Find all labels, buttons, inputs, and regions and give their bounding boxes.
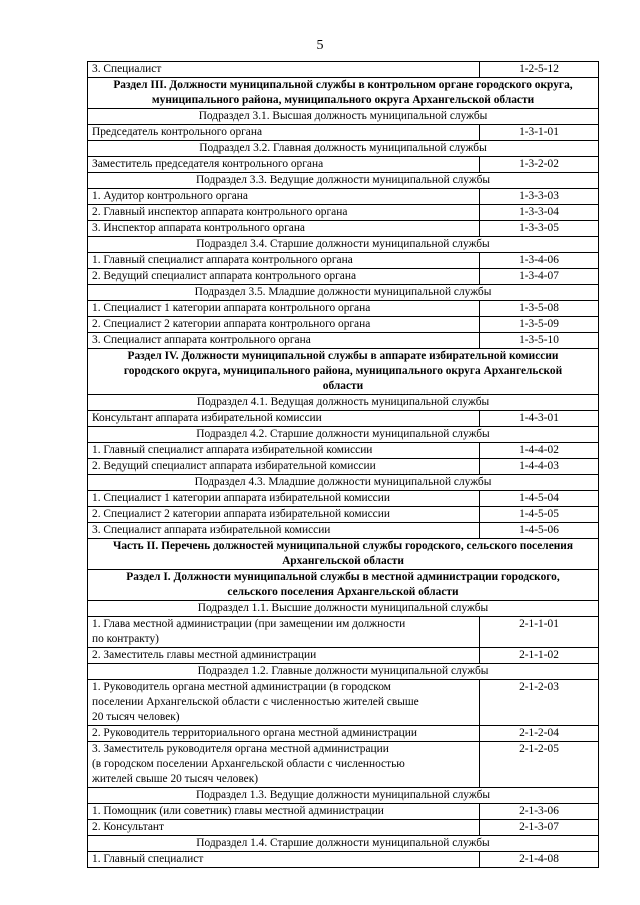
position-row [88,742,599,788]
section-row [88,349,599,395]
position-code: 1-4-5-04 [480,491,599,507]
position-row [88,680,599,726]
subsection-row [88,601,599,617]
subsection-heading: Подраздел 3.3. Ведущие должности муниципальной службы [88,173,599,189]
section-heading: Часть II. Перечень должностей муниципальной службы городского, сельского поселения Архангельской области [88,539,599,570]
position-row [88,852,599,868]
subsection-row [88,788,599,804]
position-row [88,125,599,141]
section-heading: Раздел I. Должности муниципальной службы в местной администрации городского, сельского поселения Архангельской области [88,570,599,601]
subsection-row [88,237,599,253]
position-code: 1-3-2-02 [480,157,599,173]
position-row [88,253,599,269]
subsection-heading: Подраздел 1.1. Высшие должности муниципальной службы [88,601,599,617]
position-row [88,317,599,333]
subsection-heading: Подраздел 4.1. Ведущая должность муниципальной службы [88,395,599,411]
position-row [88,221,599,237]
subsection-heading: Подраздел 3.2. Главная должность муниципальной службы [88,141,599,157]
position-title: 3. Специалист аппарата избирательной комиссии [88,523,480,539]
position-code: 2-1-3-07 [480,820,599,836]
subsection-heading: Подраздел 4.2. Старшие должности муниципальной службы [88,427,599,443]
position-code: 2-1-4-08 [480,852,599,868]
position-title: 2. Консультант [88,820,480,836]
position-title: 2. Ведущий специалист аппарата избирательной комиссии [88,459,480,475]
position-code: 1-4-5-05 [480,507,599,523]
subsection-heading: Подраздел 3.5. Младшие должности муниципальной службы [88,285,599,301]
position-code: 2-1-2-03 [480,680,599,726]
position-row [88,523,599,539]
position-code: 2-1-1-02 [480,648,599,664]
position-title: 3. Инспектор аппарата контрольного органа [88,221,480,237]
position-row [88,804,599,820]
position-code: 1-2-5-12 [480,62,599,78]
section-heading: Раздел IV. Должности муниципальной службы в аппарате избирательной комиссии городского округа, муниципального района, муниципального округа Архангельской области [88,349,599,395]
position-code: 2-1-2-05 [480,742,599,788]
position-title: 2. Руководитель территориального органа местной администрации [88,726,480,742]
position-title: 1. Специалист 1 категории аппарата контрольного органа [88,301,480,317]
subsection-heading: Подраздел 1.2. Главные должности муниципальной службы [88,664,599,680]
position-row [88,820,599,836]
subsection-row [88,285,599,301]
position-code: 1-4-4-03 [480,459,599,475]
position-title: 2. Специалист 2 категории аппарата контрольного органа [88,317,480,333]
position-row [88,648,599,664]
section-row [88,570,599,601]
subsection-heading: Подраздел 1.4. Старшие должности муниципальной службы [88,836,599,852]
position-code: 1-3-1-01 [480,125,599,141]
subsection-row [88,109,599,125]
position-row [88,443,599,459]
position-title: 1. Главный специалист аппарата контрольного органа [88,253,480,269]
position-row [88,301,599,317]
position-code: 1-3-5-10 [480,333,599,349]
position-title: 1. Руководитель органа местной администрации (в городском поселении Архангельской области с численностью жителей свыше 20 тысяч человек) [88,680,480,726]
section-row [88,539,599,570]
section-row [88,78,599,109]
page-number: 5 [316,38,324,53]
position-row [88,459,599,475]
position-code: 2-1-2-04 [480,726,599,742]
subsection-row [88,141,599,157]
section-heading: Раздел III. Должности муниципальной службы в контрольном органе городского округа, муниципального района, муниципального округа Архангельской области [88,78,599,109]
position-title: 3. Заместитель руководителя органа местной администрации (в городском поселении Архангельской области с численностью жителей свыше 20 тысяч человек) [88,742,480,788]
position-row [88,617,599,648]
position-row [88,726,599,742]
position-row [88,491,599,507]
position-row [88,333,599,349]
subsection-row [88,427,599,443]
position-code: 1-3-4-06 [480,253,599,269]
position-row [88,189,599,205]
position-row [88,269,599,285]
position-code: 1-3-3-04 [480,205,599,221]
subsection-row [88,475,599,491]
position-row [88,62,599,78]
position-code: 2-1-1-01 [480,617,599,648]
position-title: 2. Заместитель главы местной администрации [88,648,480,664]
position-code: 1-3-3-03 [480,189,599,205]
position-title: Консультант аппарата избирательной комиссии [88,411,480,427]
position-code: 1-3-3-05 [480,221,599,237]
subsection-row [88,664,599,680]
position-row [88,157,599,173]
position-code: 1-3-5-09 [480,317,599,333]
position-title: Председатель контрольного органа [88,125,480,141]
subsection-heading: Подраздел 3.4. Старшие должности муниципальной службы [88,237,599,253]
positions-table [87,61,599,868]
position-title: Заместитель председателя контрольного органа [88,157,480,173]
position-code: 1-4-4-02 [480,443,599,459]
position-row [88,411,599,427]
position-row [88,205,599,221]
subsection-row [88,173,599,189]
position-code: 1-4-3-01 [480,411,599,427]
position-code: 1-3-5-08 [480,301,599,317]
subsection-row [88,395,599,411]
subsection-heading: Подраздел 1.3. Ведущие должности муниципальной службы [88,788,599,804]
position-title: 1. Аудитор контрольного органа [88,189,480,205]
position-title: 3. Специалист аппарата контрольного органа [88,333,480,349]
position-title: 1. Глава местной администрации (при замещении им должности по контракту) [88,617,480,648]
position-title: 2. Главный инспектор аппарата контрольного органа [88,205,480,221]
position-title: 1. Главный специалист аппарата избирательной комиссии [88,443,480,459]
position-code: 2-1-3-06 [480,804,599,820]
subsection-heading: Подраздел 3.1. Высшая должность муниципальной службы [88,109,599,125]
position-title: 2. Ведущий специалист аппарата контрольного органа [88,269,480,285]
position-title: 3. Специалист [88,62,480,78]
position-row [88,507,599,523]
position-title: 2. Специалист 2 категории аппарата избирательной комиссии [88,507,480,523]
position-code: 1-4-5-06 [480,523,599,539]
position-title: 1. Главный специалист [88,852,480,868]
position-title: 1. Помощник (или советник) главы местной администрации [88,804,480,820]
subsection-heading: Подраздел 4.3. Младшие должности муниципальной службы [88,475,599,491]
position-title: 1. Специалист 1 категории аппарата избирательной комиссии [88,491,480,507]
subsection-row [88,836,599,852]
position-code: 1-3-4-07 [480,269,599,285]
